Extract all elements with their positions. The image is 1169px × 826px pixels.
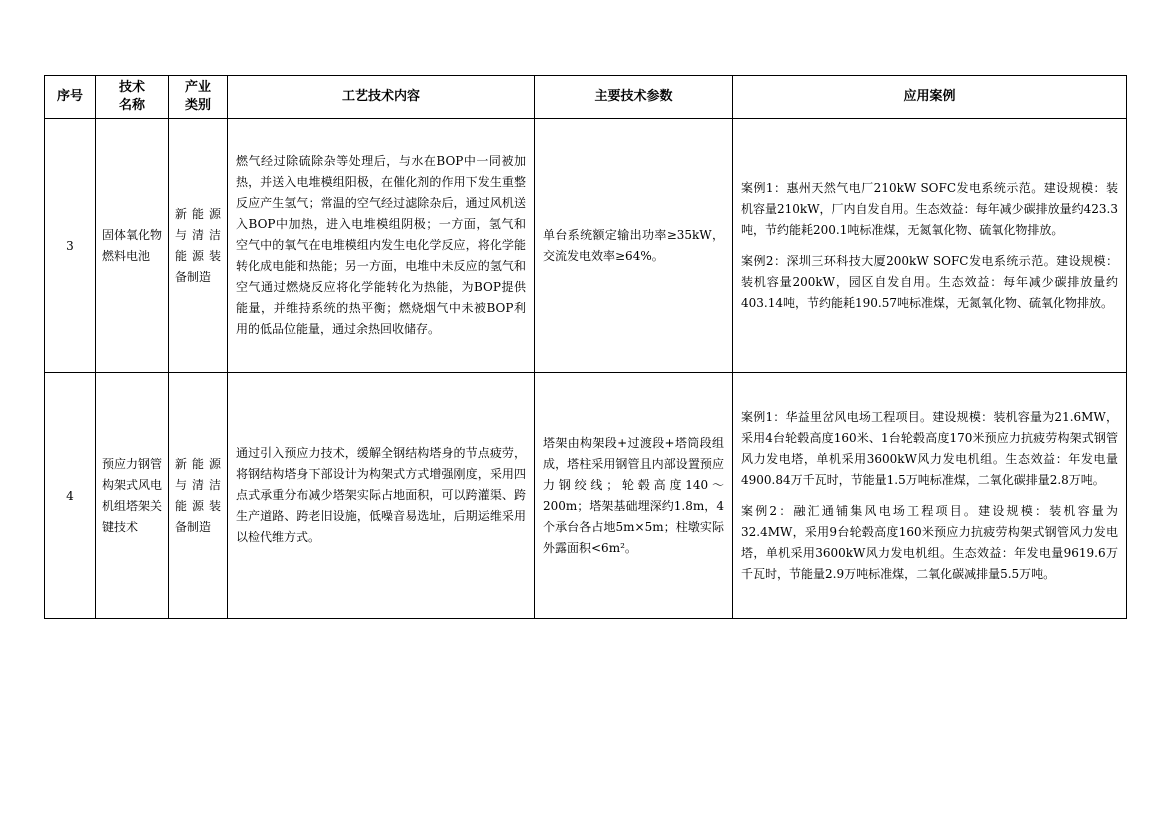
header-name: 技术 名称 (96, 76, 169, 119)
table-header (45, 76, 1127, 119)
industry-category: 新能源与清洁能源装备制造 (169, 373, 228, 619)
technology-name: 固体氧化物燃料电池 (96, 119, 169, 373)
technology-table (44, 75, 1127, 619)
header-params: 主要技术参数 (535, 76, 733, 119)
header-process: 工艺技术内容 (228, 76, 535, 119)
case-item: 案例1：惠州天然气电厂210kW SOFC发电系统示范。建设规模：装机容量210kW，厂内自发自用。生态效益：每年减少碳排放量约423.3吨，节约能耗200.1吨标准煤，无氮氧化物、硫氧化物排放。 (741, 180, 1118, 237)
case-item: 案例2：融汇通铺集风电场工程项目。建设规模：装机容量为32.4MW，采用9台轮毂高度160米预应力抗疲劳构架式钢管风力发电塔，单机采用3600kW风力发电机组。生态效益：年发电量9619.6万千瓦时，节能量2.9万吨标准煤，二氧化碳减排量5.5万吨。 (741, 503, 1118, 581)
row-number: 3 (45, 119, 96, 373)
case-item: 案例2：深圳三环科技大厦200kW SOFC发电系统示范。建设规模：装机容量200kW，园区自发自用。生态效益：每年减少碳排放量约403.14吨，节约能耗190.57吨标准煤，无氮氧化物、硫氧化物排放。 (741, 253, 1118, 310)
technical-params: 塔架由构架段+过渡段+塔筒段组成，塔柱采用钢管且内部设置预应力钢绞线；轮毂高度140～200m；塔架基础埋深约1.8m，4个承台各占地5m×5m；柱墩实际外露面积<6m²。 (535, 373, 733, 619)
case-item: 案例1：华益里岔风电场工程项目。建设规模：装机容量为21.6MW，采用4台轮毂高度160米、1台轮毂高度170米预应力抗疲劳构架式钢管风力发电塔，单机采用3600kW风力发电机组。生态效益：年发电量4900.84万千瓦时，节能量1.5万吨标准煤，二氧化碳排量2.8万吨。 (741, 409, 1118, 487)
row-number: 4 (45, 373, 96, 619)
header-cases: 应用案例 (733, 76, 1127, 119)
technical-params: 单台系统额定输出功率≥35kW，交流发电效率≥64%。 (535, 119, 733, 373)
header-no: 序号 (45, 76, 96, 119)
application-cases (733, 373, 1127, 619)
application-cases (733, 119, 1127, 373)
process-content: 通过引入预应力技术，缓解全钢结构塔身的节点疲劳，将钢结构塔身下部设计为构架式方式增强刚度，采用四点式承重分布减少塔架实际占地面积，可以跨灌渠、跨生产道路、跨老旧设施，低噪音易选址，后期运维采用以检代维方式。 (228, 373, 535, 619)
process-content: 燃气经过除硫除杂等处理后，与水在BOP中一同被加热，并送入电堆模组阳极，在催化剂的作用下发生重整反应产生氢气；常温的空气经过滤除杂后，通过风机送入BOP中加热，进入电堆模组阴极；一方面，氢气和空气中的氧气在电堆模组内发生电化学反应，将化学能转化成电能和热能；另一方面，电堆中未反应的氢气和空气通过燃烧反应将化学能转化为热能，为BOP提供能量，并维持系统的热平衡；燃烧烟气中未被BOP利用的低品位能量，通过余热回收储存。 (228, 119, 535, 373)
table-row (45, 119, 1127, 373)
industry-category: 新能源与清洁能源装备制造 (169, 119, 228, 373)
table-row (45, 373, 1127, 619)
technology-name: 预应力钢管构架式风电机组塔架关键技术 (96, 373, 169, 619)
header-category: 产业 类别 (169, 76, 228, 119)
